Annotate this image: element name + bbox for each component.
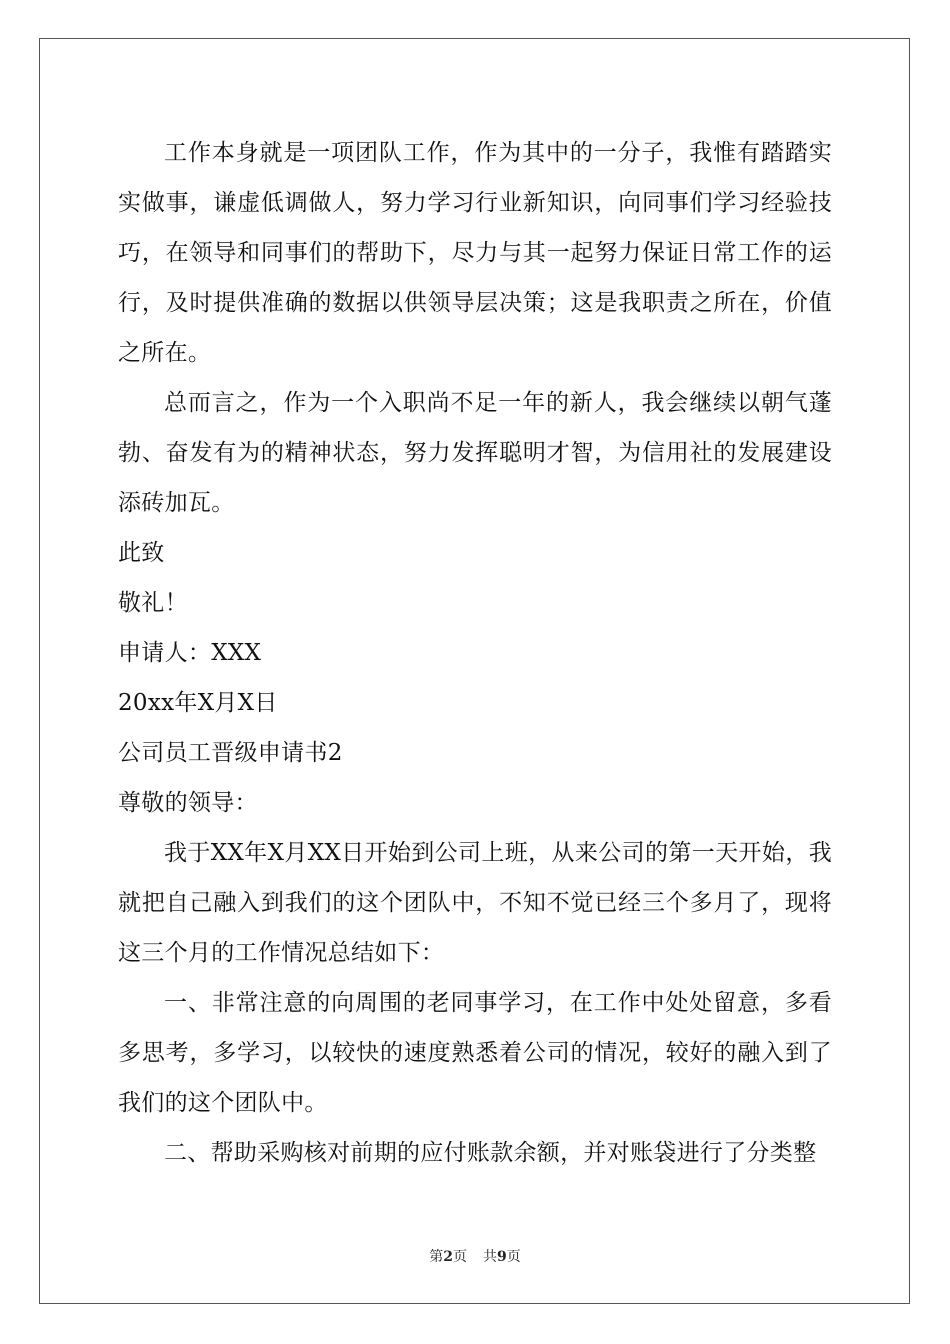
- paragraph-intro: 我于XX年X月XX日开始到公司上班，从来公司的第一天开始，我就把自己融入到我们的这个团队中，不知不觉已经三个多月了，现将这三个月的工作情况总结如下：: [118, 840, 832, 966]
- greeting-line: 尊敬的领导：: [118, 790, 258, 816]
- paragraph-point-two: 二、帮助采购核对前期的应付账款余额，并对账袋进行了分类整: [164, 1140, 817, 1166]
- page-footer: [0, 1246, 950, 1266]
- total-prefix: 共: [483, 1249, 497, 1265]
- closing-salutation: 此致: [118, 540, 165, 566]
- total-pages: 9: [497, 1249, 507, 1265]
- date-line: 20xx年X月X日: [118, 690, 278, 716]
- paragraph-teamwork: 工作本身就是一项团队工作，作为其中的一分子，我惟有踏踏实实做事，谦虚低调做人，努力学习行业新知识，向同事们学习经验技巧，在领导和同事们的帮助下，尽力与其一起努力保证日常工作的运行，及时提供准确的数据以供领导层决策；这是我职责之所在，价值之所在。: [118, 140, 832, 366]
- page-number: 2: [443, 1249, 453, 1265]
- document-body: [118, 128, 832, 1178]
- page-prefix: 第: [429, 1249, 444, 1265]
- closing-regards: 敬礼！: [118, 590, 188, 616]
- paragraph-point-one: 一、非常注意的向周围的老同事学习，在工作中处处留意，多看多思考，多学习，以较快的速度熟悉着公司的情况，较好的融入到了我们的这个团队中。: [118, 990, 832, 1116]
- paragraph-summary: 总而言之，作为一个入职尚不足一年的新人，我会继续以朝气蓬勃、奋发有为的精神状态，努力发挥聪明才智，为信用社的发展建设添砖加瓦。: [118, 390, 832, 516]
- section-title: 公司员工晋级申请书2: [118, 740, 343, 766]
- applicant-line: 申请人：XXX: [118, 640, 262, 666]
- total-suffix: 页: [506, 1249, 521, 1265]
- page-suffix: 页: [453, 1249, 467, 1265]
